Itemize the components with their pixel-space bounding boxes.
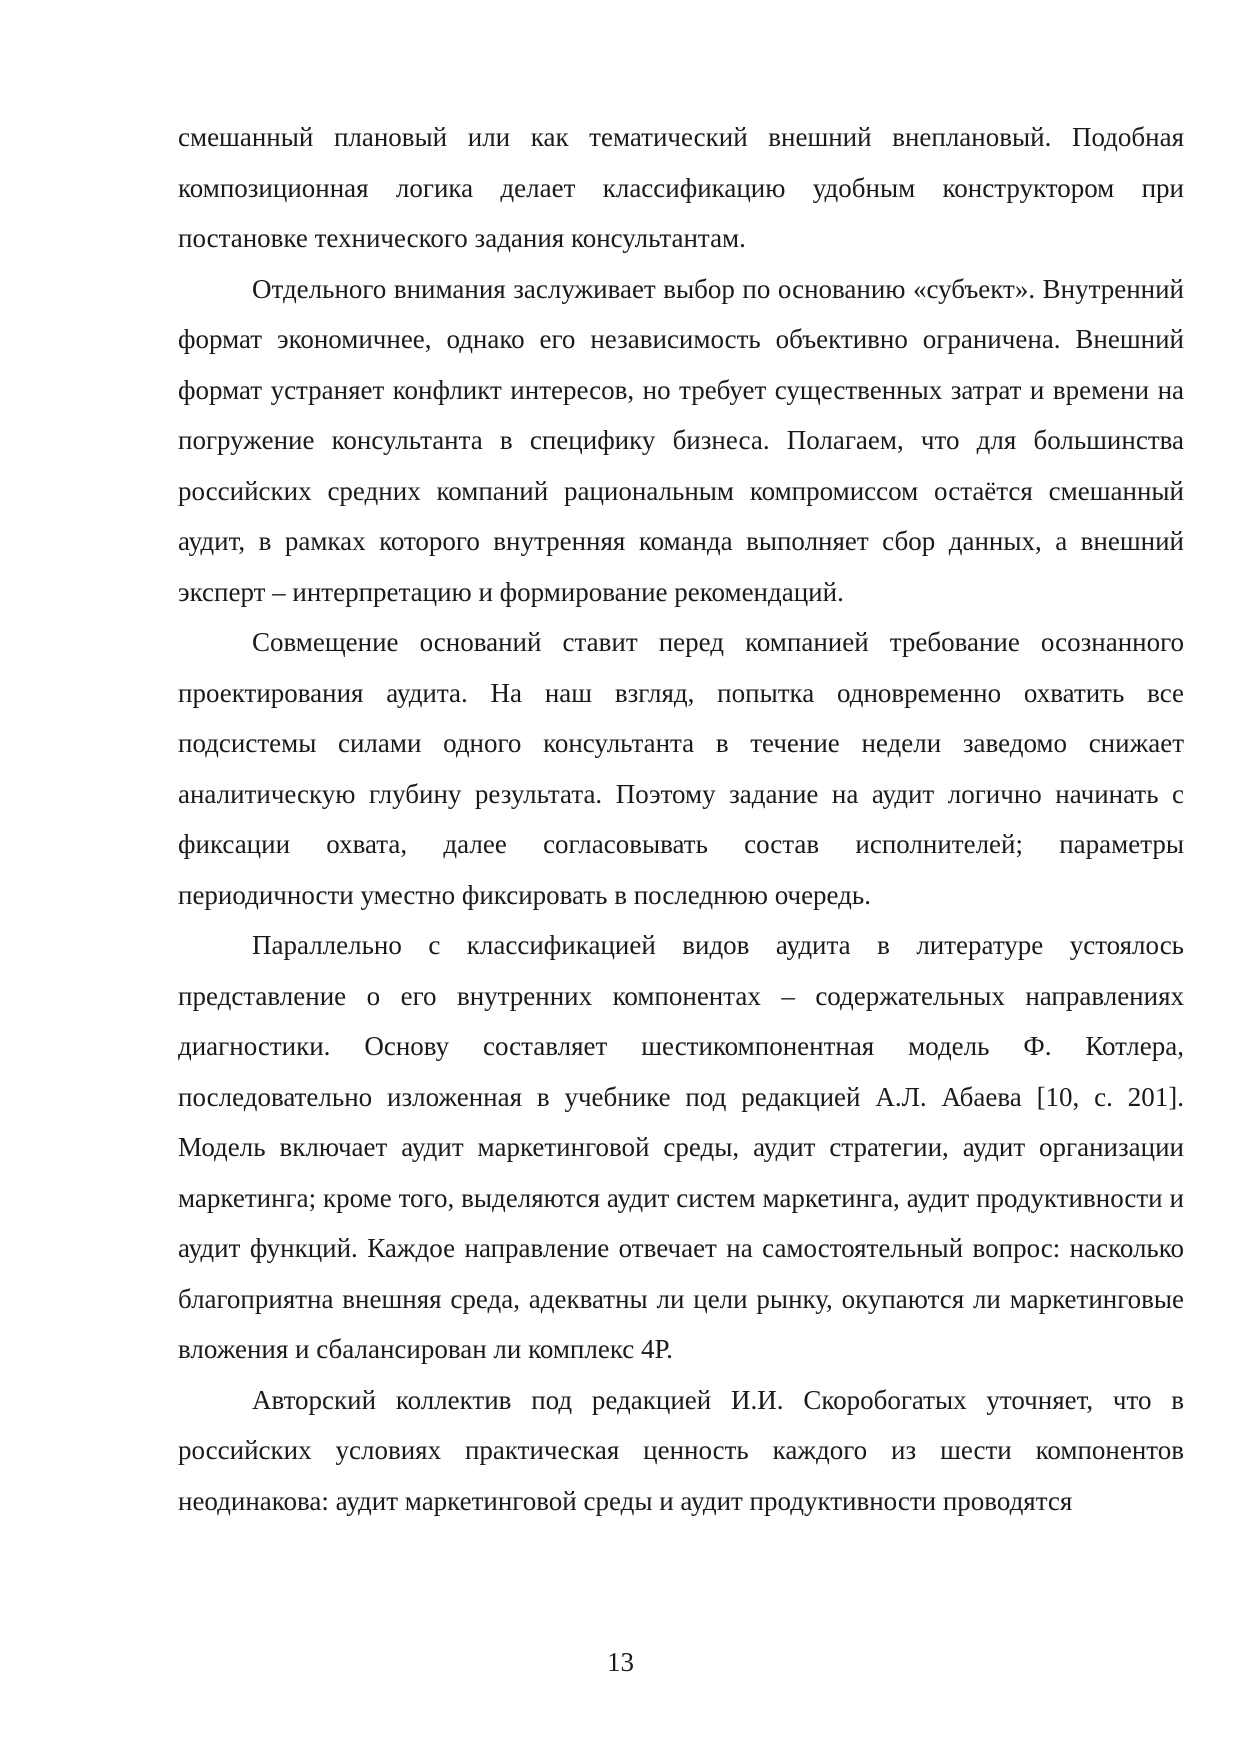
paragraph-audit-components: Параллельно с классификацией видов аудита в литературе устоялось представление о его внутренних компонентах – содержательных направлениях диагностики. Основу составляет шестикомпонентная модель Ф. Котлера, последовательно изложенная в учебнике под редакцией А.Л. Абаева [10, с. 201]. Модель включает аудит маркетинговой среды, аудит стратегии, аудит организации маркетинга; кроме того, выделяются аудит систем маркетинга, аудит продуктивности и аудит функций. Каждое направление отвечает на самостоятельный вопрос: насколько благоприятна внешняя среда, адекватны ли цели рынку, окупаются ли маркетинговые вложения и сбалансирован ли комплекс 4Р.: [178, 930, 1184, 1364]
paragraph-russian-conditions: Авторский коллектив под редакцией И.И. Скоробогатых уточняет, что в российских условиях практическая ценность каждого из шести компонентов неодинакова: аудит маркетинговой среды и аудит продуктивности проводятся: [178, 1384, 1184, 1516]
document-body: [178, 112, 1184, 1526]
paragraph-continuation: смешанный плановый или как тематический внешний внеплановый. Подобная композиционная логика делает классификацию удобным конструктором при постановке технического задания консультантам.: [178, 122, 1184, 253]
page-number: 13: [607, 1647, 634, 1677]
paragraph-subject-choice: Отдельного внимания заслуживает выбор по основанию «субъект». Внутренний формат экономичнее, однако его независимость объективно ограничена. Внешний формат устраняет конфликт интересов, но требует существенных затрат и времени на погружение консультанта в специфику бизнеса. Полагаем, что для большинства российских средних компаний рациональным компромиссом остаётся смешанный аудит, в рамках которого внутренняя команда выполняет сбор данных, а внешний эксперт – интерпретацию и формирование рекомендаций.: [178, 273, 1184, 607]
paragraph-audit-design: Совмещение оснований ставит перед компанией требование осознанного проектирования аудита. На наш взгляд, попытка одновременно охватить все подсистемы силами одного консультанта в течение недели заведомо снижает аналитическую глубину результата. Поэтому задание на аудит логично начинать с фиксации охвата, далее согласовывать состав исполнителей; параметры периодичности уместно фиксировать в последнюю очередь.: [178, 627, 1184, 910]
